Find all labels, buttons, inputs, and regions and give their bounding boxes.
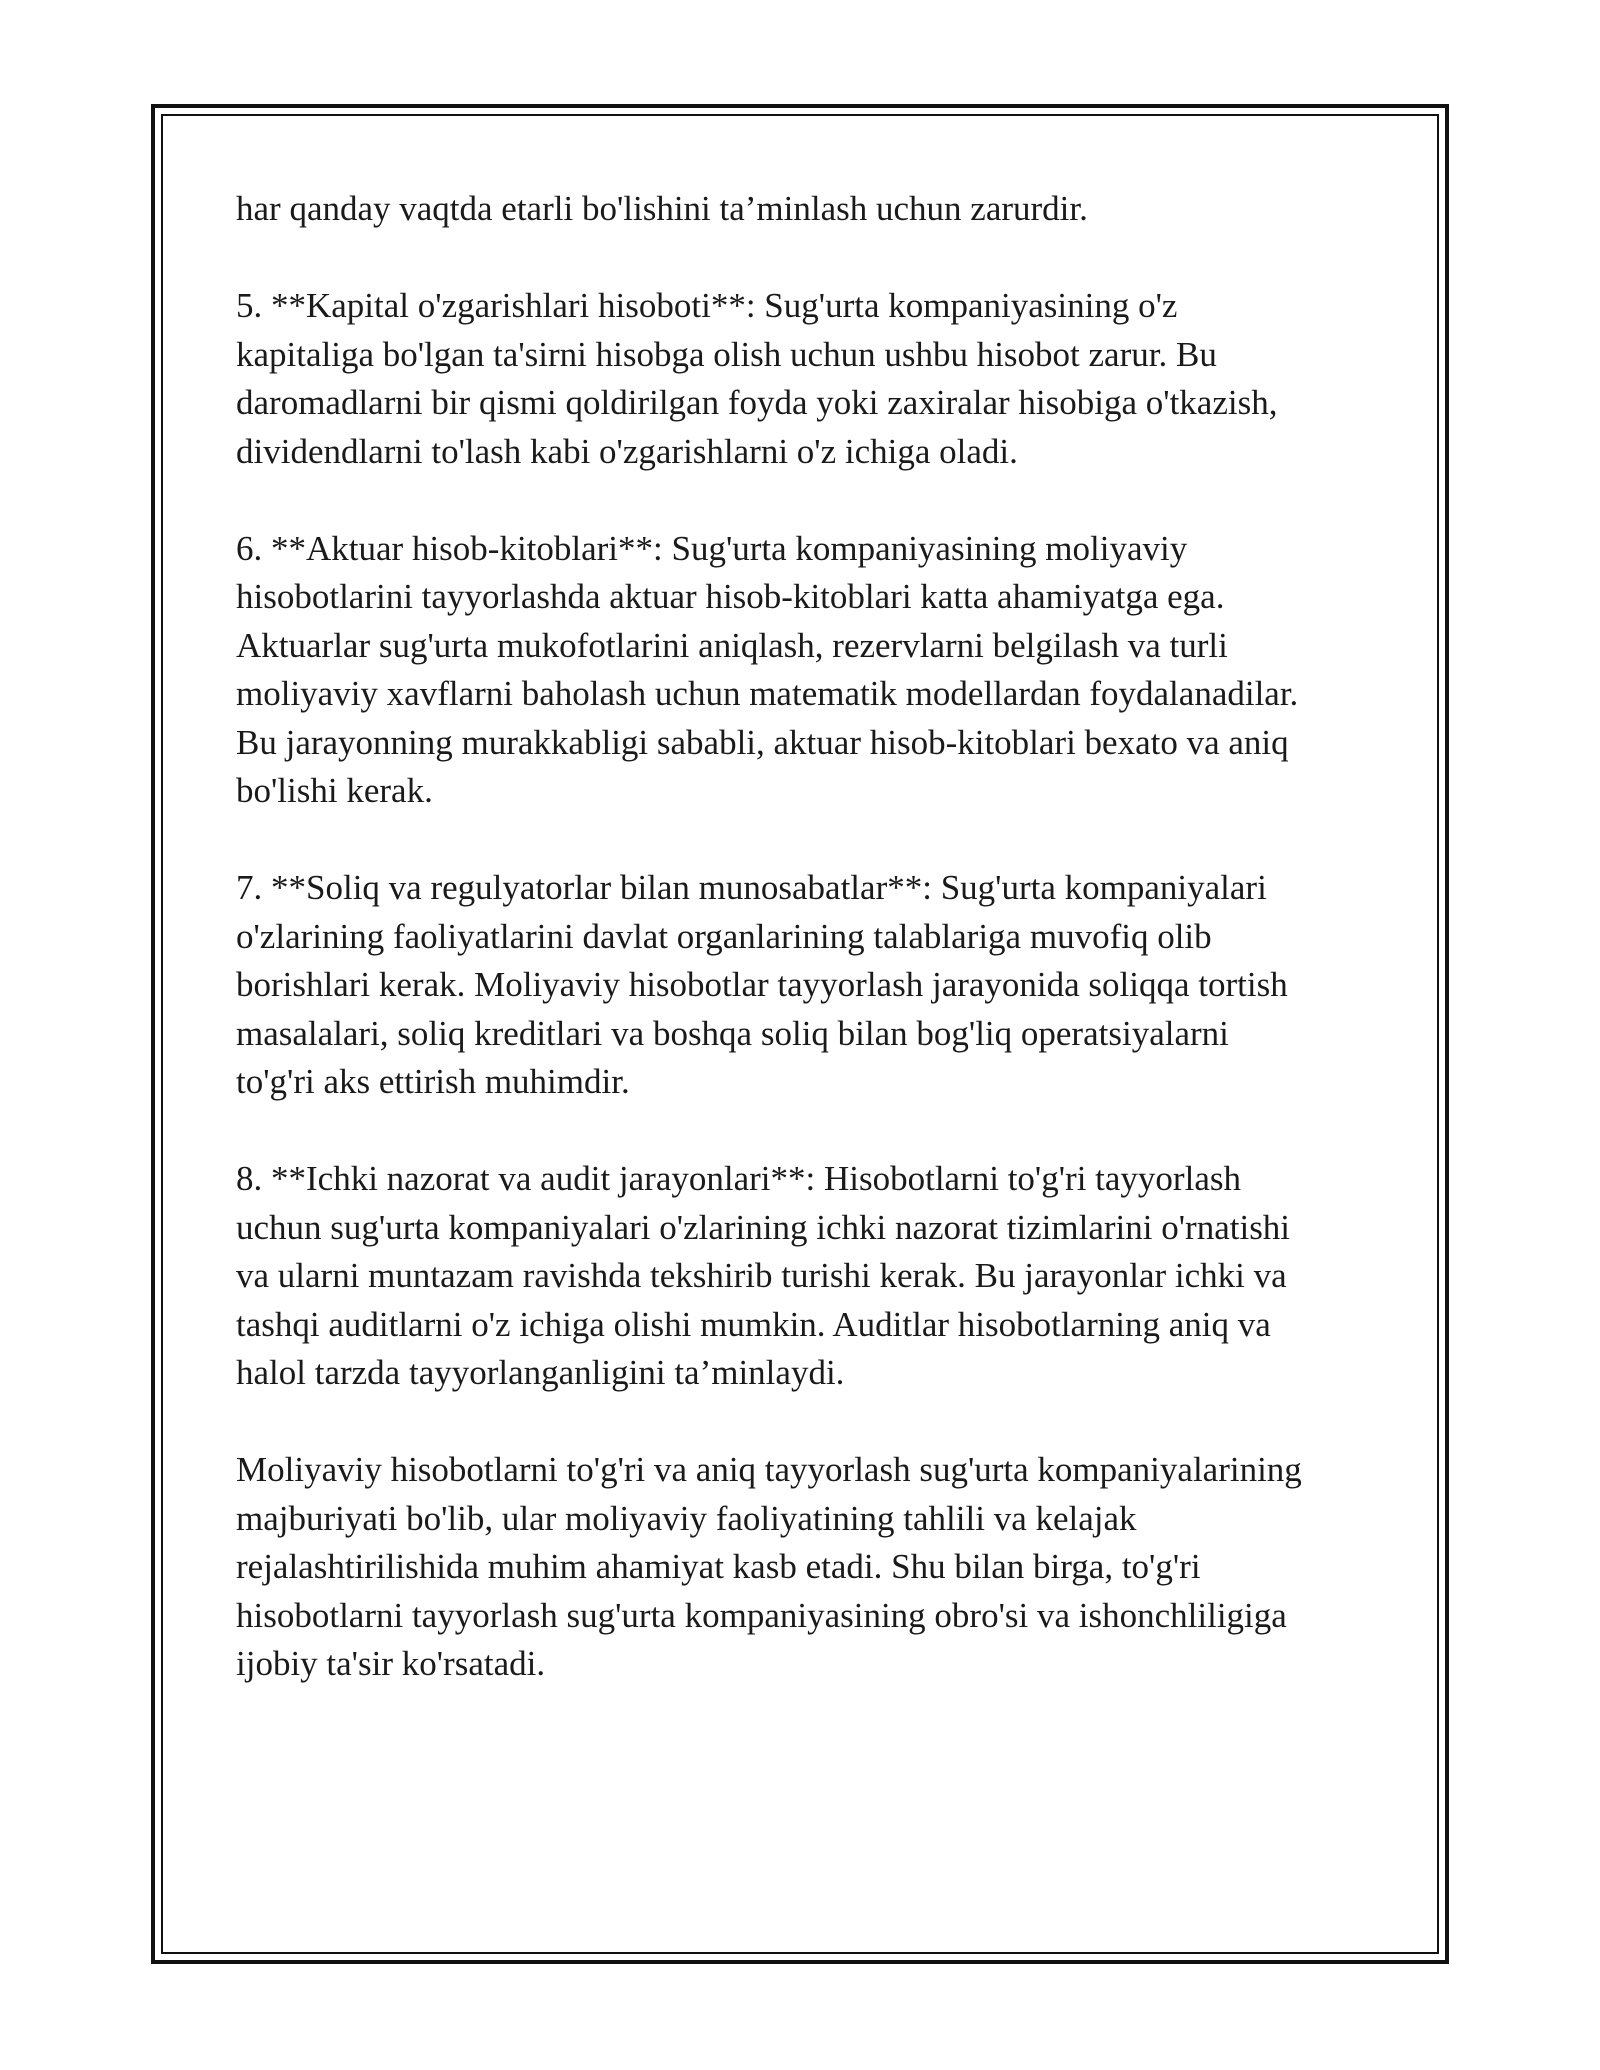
paragraph-tax-and-regulators: 7. **Soliq va regulyatorlar bilan munosabatlar**: Sug'urta kompaniyalari o'zlarining faoliyatlarini davlat organlarining talablariga muvofiq olib borishlari kerak. Moliyaviy hisobotlar tayyorlash jarayonida soliqqa tortish masalalari, soliq kreditlari va boshqa soliq bilan bog'liq operatsiyalarni to'g'ri aks ettirish muhimdir. xyxy=(236,868,1288,1101)
paragraph-actuarial-calculations: 6. **Aktuar hisob-kitoblari**: Sug'urta kompaniyasining moliyaviy hisobotlarini tayyorlashda aktuar hisob-kitoblari katta ahamiyatga ega. Aktuarlar sug'urta mukofotlarini aniqlash, rezervlarni belgilash va turli moliyaviy xavflarni baholash uchun matematik modellardan foydalanadilar. Bu jarayonning murakkabligi sababli, aktuar hisob-kitoblari bexato va aniq bo'lishi kerak. xyxy=(236,528,1299,810)
document-body xyxy=(236,185,1376,1737)
paragraph-capital-changes-report: 5. **Kapital o'zgarishlari hisoboti**: Sug'urta kompaniyasining o'z kapitaliga bo'lgan ta'sirni hisobga olish uchun ushbu hisobot zarur. Bu daromadlarni bir qismi qoldirilgan foyda yoki zaxiralar hisobiga o'tkazish, dividendlarni to'lash kabi o'zgarishlarni o'z ichiga oladi. xyxy=(236,286,1278,471)
paragraph-conclusion: Moliyaviy hisobotlarni to'g'ri va aniq tayyorlash sug'urta kompaniyalarining majburiyati bo'lib, ular moliyaviy faoliyatining tahlili va kelajak rejalashtirilishida muhim ahamiyat kasb etadi. Shu bilan birga, to'g'ri hisobotlarni tayyorlash sug'urta kompaniyasining obro'si va ishonchliligiga ijobiy ta'sir ko'rsatadi. xyxy=(236,1450,1302,1683)
paragraph-continuation: har qanday vaqtda etarli bo'lishini ta’minlash uchun zarurdir. xyxy=(236,189,1088,228)
paragraph-internal-control-audit: 8. **Ichki nazorat va audit jarayonlari**: Hisobotlarni to'g'ri tayyorlash uchun sug'urta kompaniyalari o'zlarining ichki nazorat tizimlarini o'rnatishi va ularni muntazam ravishda tekshirib turishi kerak. Bu jarayonlar ichki va tashqi auditlarni o'z ichiga olishi mumkin. Auditlar hisobotlarning aniq va halol tarzda tayyorlanganligini ta’minlaydi. xyxy=(236,1159,1291,1392)
